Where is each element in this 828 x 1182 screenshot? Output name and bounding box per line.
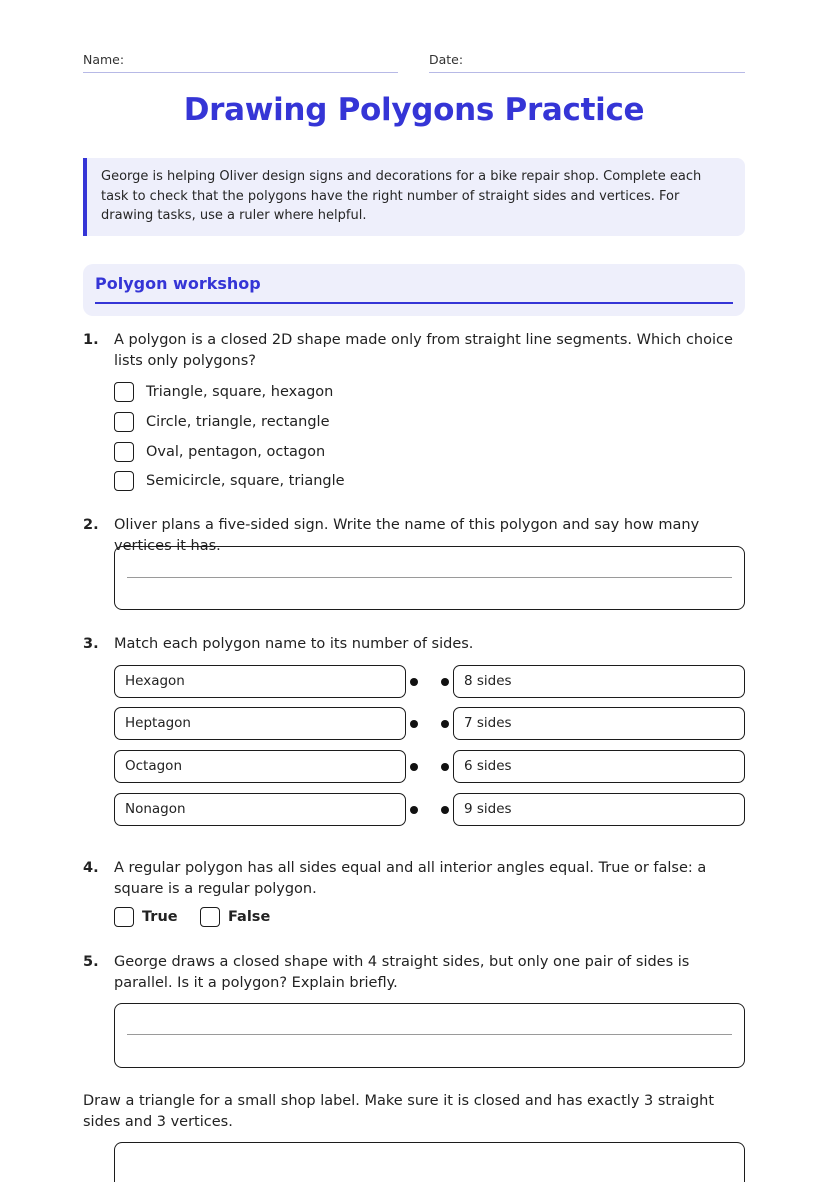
page-title: Drawing Polygons Practice	[183, 92, 645, 128]
option-label: Circle, triangle, rectangle	[146, 414, 330, 430]
question-text: A regular polygon has all sides equal and all interior angles equal. True or false: a square is a regular polygon.	[114, 860, 707, 897]
checkbox[interactable]	[114, 471, 134, 491]
question-number: 3.	[83, 636, 99, 652]
match-right-dot[interactable]	[441, 806, 449, 814]
checkbox[interactable]	[200, 907, 220, 927]
date-field[interactable]	[429, 72, 745, 73]
true-label: True	[142, 909, 178, 925]
section-divider	[95, 302, 733, 304]
section-title: Polygon workshop	[95, 274, 261, 293]
answer-line	[127, 1034, 732, 1035]
q2-answer-box[interactable]	[114, 546, 745, 610]
false-label: False	[228, 909, 271, 925]
match-right-dot[interactable]	[441, 763, 449, 771]
date-label: Date:	[429, 52, 464, 67]
match-right-dot[interactable]	[441, 720, 449, 728]
question-text: Match each polygon name to its number of sides.	[114, 636, 474, 652]
checkbox[interactable]	[114, 412, 134, 432]
option-label: Semicircle, square, triangle	[146, 473, 345, 489]
question-number: 1.	[83, 332, 99, 348]
drawing-task-text: Draw a triangle for a small shop label. Make sure it is closed and has exactly 3 straight sides and 3 vertices.	[83, 1093, 715, 1130]
question-text: George draws a closed shape with 4 straight sides, but only one pair of sides is parallel. Is it a polygon? Explain briefly.	[114, 954, 690, 991]
intro-callout: George is helping Oliver design signs and decorations for a bike repair shop. Complete each task to check that the polygons have the right number of straight sides and vertices. For drawing tasks, use a ruler where helpful.	[83, 158, 745, 236]
option-label: Triangle, square, hexagon	[146, 384, 334, 400]
match-right-item[interactable]: 9 sides	[453, 793, 745, 826]
match-right-item[interactable]: 7 sides	[453, 707, 745, 740]
question-number: 5.	[83, 954, 99, 970]
match-left-item[interactable]: Hexagon	[114, 665, 406, 698]
match-left-dot[interactable]	[410, 720, 418, 728]
checkbox[interactable]	[114, 382, 134, 402]
drawing-area[interactable]	[114, 1142, 745, 1182]
match-left-dot[interactable]	[410, 678, 418, 686]
option-label: Oval, pentagon, octagon	[146, 444, 326, 460]
match-left-item[interactable]: Heptagon	[114, 707, 406, 740]
question-text: A polygon is a closed 2D shape made only from straight line segments. Which choice lists only polygons?	[114, 332, 733, 369]
section-header	[83, 264, 745, 316]
checkbox[interactable]	[114, 907, 134, 927]
match-right-item[interactable]: 6 sides	[453, 750, 745, 783]
match-left-dot[interactable]	[410, 763, 418, 771]
name-field[interactable]	[83, 72, 398, 73]
name-label: Name:	[83, 52, 125, 67]
match-right-dot[interactable]	[441, 678, 449, 686]
question-text: Oliver plans a five-sided sign. Write the name of this polygon and say how many vertices it has.	[114, 517, 700, 554]
answer-line	[127, 577, 732, 578]
match-left-item[interactable]: Nonagon	[114, 793, 406, 826]
question-number: 4.	[83, 860, 99, 876]
question-number: 2.	[83, 517, 99, 533]
match-left-dot[interactable]	[410, 806, 418, 814]
checkbox[interactable]	[114, 442, 134, 462]
match-right-item[interactable]: 8 sides	[453, 665, 745, 698]
match-left-item[interactable]: Octagon	[114, 750, 406, 783]
q5-answer-box[interactable]	[114, 1003, 745, 1068]
